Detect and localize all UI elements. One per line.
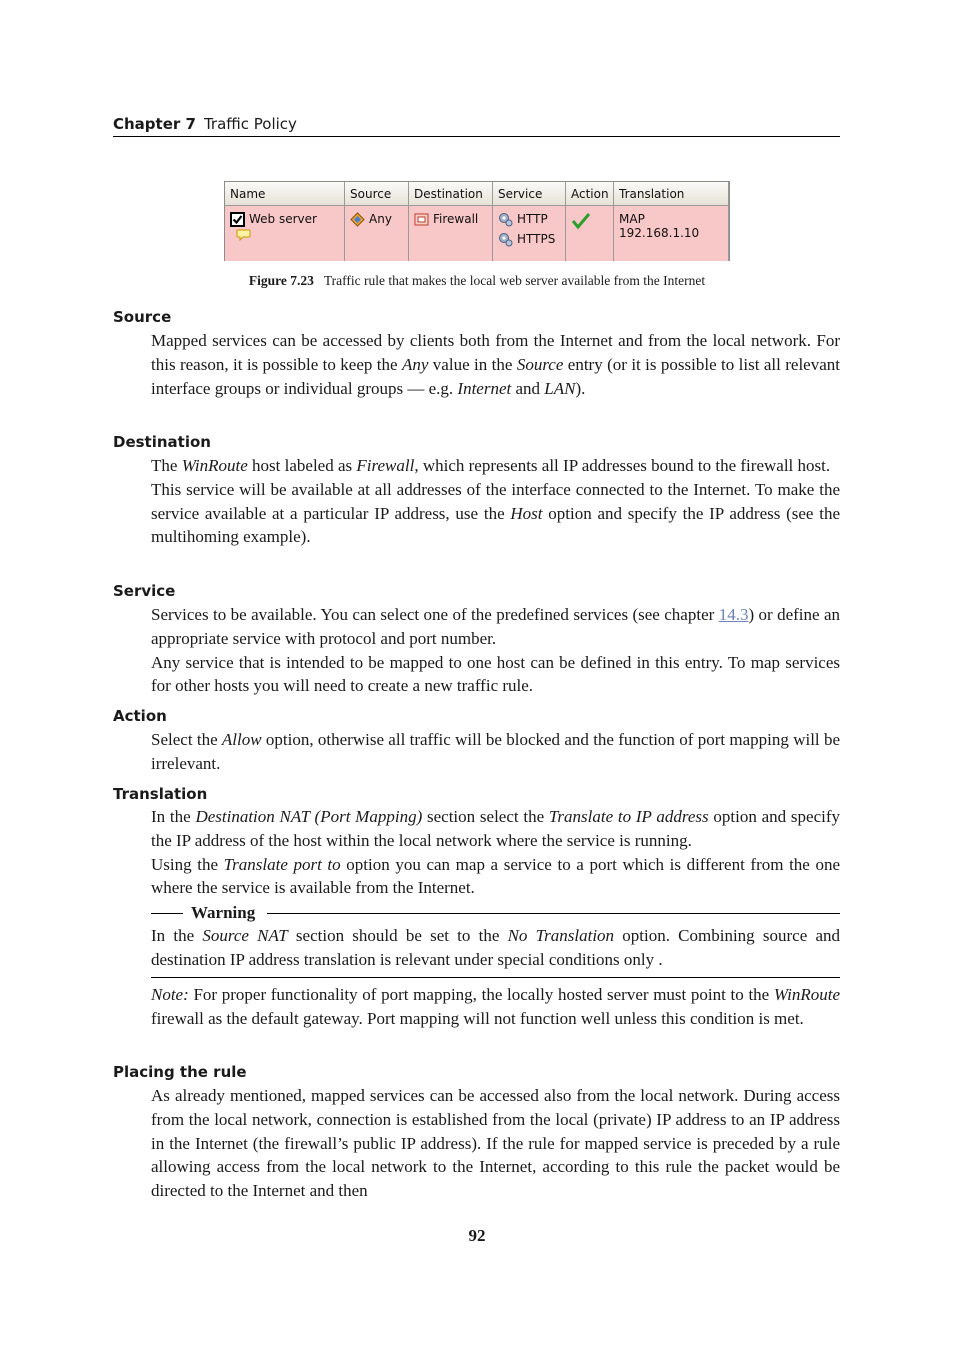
term-placing-rule: Placing the rule [113, 1063, 247, 1081]
source-value: Any [369, 212, 392, 226]
service-https: HTTPS [517, 232, 556, 246]
warning-text: In the Source NAT section should be set to the No Translation option. Combining source and destination IP address translation is relevant under special conditions only . [151, 926, 840, 969]
term-destination: Destination [113, 433, 211, 451]
chapter-title: Traffic Policy [203, 115, 297, 133]
checkbox-checked-icon[interactable] [230, 212, 245, 227]
warning-header-rule [151, 904, 840, 924]
any-host-icon [350, 212, 365, 227]
cell-translation[interactable] [614, 206, 729, 261]
note-text: Note: For proper functionality of port mapping, the locally hosted server must point to the WinRoute firewall as the default gateway. Port mapping will not function well unless this condition is met. [151, 985, 840, 1028]
column-header-source[interactable]: Source [345, 182, 409, 205]
service-item [498, 212, 565, 227]
translation-description: In the Destination NAT (Port Mapping) section select the Translate to IP address option and specify the IP address of the host within the local network where the service is running. Using the Translate port to option you can map a service to a port which is different from the one where the service is available from the Internet. [151, 807, 840, 898]
column-header-destination[interactable]: Destination [409, 182, 493, 205]
column-header-name[interactable]: Name [225, 182, 345, 205]
column-header-action[interactable]: Action [566, 182, 614, 205]
term-action: Action [113, 707, 167, 725]
column-header-service[interactable]: Service [493, 182, 566, 205]
service-gear-icon [498, 232, 513, 247]
table-row[interactable] [225, 206, 729, 261]
chapter-link[interactable]: 14.3 [718, 605, 749, 624]
check-mark-icon [571, 212, 591, 230]
note-label: Note: [151, 985, 189, 1004]
figure-number: Figure 7.23 [248, 273, 314, 288]
service-gear-icon [498, 212, 513, 227]
cell-destination[interactable] [409, 206, 493, 261]
figure-caption [0, 273, 954, 289]
figure-caption-text: Traffic rule that makes the local web server available from the Internet [323, 273, 706, 288]
placing-description: As already mentioned, mapped services can be accessed also from the local network. During access from the local network, connection is established from the local (private) IP address to an IP address in the Internet (the firewall’s public IP address). If the rule for mapped service is preceded by a rule allowing access from the local network to the Internet, according to this rule the packet would be directed to the Internet and then [151, 1086, 840, 1201]
service-http: HTTP [517, 212, 548, 226]
destination-description: The WinRoute host labeled as Firewall, which represents all IP addresses bound to the firewall host. This service will be available at all addresses of the interface connected to the Internet. To make the service available at a particular IP address, use the Host option and specify the IP address (see the multihoming example). [151, 456, 840, 547]
comment-icon [236, 227, 251, 242]
cell-service[interactable] [493, 206, 566, 261]
translation-value: MAP 192.168.1.10 [619, 212, 700, 240]
rule-name: Web server [249, 212, 317, 226]
cell-source[interactable] [345, 206, 409, 261]
action-description: Select the Allow option, otherwise all traffic will be blocked and the function of port mapping will be irrelevant. [151, 730, 840, 773]
term-source: Source [113, 308, 172, 326]
running-header [113, 114, 840, 137]
source-description: Mapped services can be accessed by clients both from the Internet and from the local network. For this reason, it is possible to keep the Any value in the Source entry (or it is possible to list all relevant interface groups or individual groups — e.g. Internet and LAN). [151, 331, 840, 398]
service-description: Services to be available. You can select one of the predefined services (see chapter 14.3) or define an appropriate service with protocol and port number. Any service that is intended to be mapped to one host can be defined in this entry. To map services for other hosts you will need to create a new traffic rule. [151, 605, 840, 696]
chapter-number: Chapter 7 [113, 115, 196, 133]
cell-action[interactable] [566, 206, 614, 261]
warning-footer-rule [151, 977, 840, 978]
warning-label: Warning [191, 903, 256, 922]
term-service: Service [113, 582, 176, 600]
term-translation: Translation [113, 785, 208, 803]
cell-name[interactable] [225, 206, 345, 261]
destination-value: Firewall [433, 212, 479, 226]
service-item [498, 232, 565, 247]
table-header-row [225, 182, 729, 206]
page-number: 92 [468, 1226, 486, 1245]
traffic-rule-table [224, 181, 730, 261]
firewall-icon [414, 212, 429, 227]
column-header-translation[interactable]: Translation [614, 182, 729, 205]
